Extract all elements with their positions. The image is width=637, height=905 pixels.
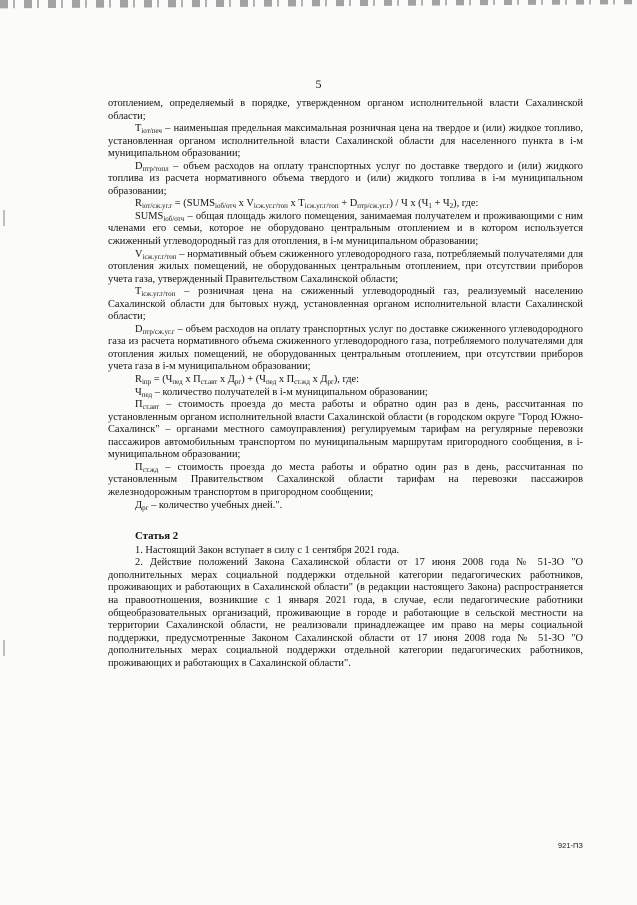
definition-ch-ped [108,387,583,400]
symbol: D [135,323,143,335]
symbol: D [135,160,143,172]
symbol: SUMS [135,210,164,222]
symbol-subscript: птр/топл [142,164,169,173]
definition-text: – количество получателей в i-м муниципальном образовании; [152,386,428,398]
symbol: T [135,286,142,298]
formula-part: х T [287,198,305,210]
article-heading: Статья 2 [135,530,179,543]
formula-subscript: птр/сж.уг.г [357,202,390,211]
definition-text: – объем расходов на оплату транспортных услуг по доставке твердого и (или) жидкого топлива из расчета нормативного объема твердого и (или) жидкого топлива в i-м муниципальном образовании; [108,160,583,197]
definition-p-avt [108,399,583,462]
definition-d-gas [108,324,583,374]
formula-part: = (SUMS [172,198,216,210]
scan-margin-mark [3,640,5,656]
symbol-subscript: птр/сж.уг.г [142,327,175,336]
formula-subscript: іот/сж.уг.г [141,202,173,211]
formula-part: х П [276,374,295,386]
definition-text: – стоимость проезда до места работы и обратно один раз в день, рассчитанная по установленным органом исполнительной власти Сахалинской области (в городском округе "Город Южно-Сахалинск" – органами местного самоуправления) регулируемым тарифам на регулярные перевозки пассажиров автомобильным транспортом по муниципальным маршрутам пригородного сообщения, в i-муниципальном образовании; [108,399,583,461]
article-paragraph: 2. Действие положений Закона Сахалинской области от 17 июня 2008 года № 51-ЗО "О дополнительных мерах социальной поддержки отдельной категории педагогических работников, проживающих и работающих в Сахалинской области" (в редакции настоящего Закона) распространяется на правоотношения, возникшие с 1 января 2021 года, в случае, если педагогические работники общеобразовательных организаций, проживающие в городе и работающие в сельской местности на территории Сахалинской области, не реализовали принадлежащее им право на меры социальной поддержки, предусмотренные Законом Сахалинской области от 17 июня 2008 года № 51-ЗО "О дополнительных мерах социальной поддержки отдельной категории педагогических работников, проживающих и работающих в Сахалинской области". [108,557,583,669]
symbol: T [135,123,142,135]
formula-part: х V [235,198,254,210]
symbol-subscript: ісж.уг.г/топ [141,290,176,299]
symbol-subscript: рг [142,503,149,512]
formula-part: х Д [309,374,328,386]
formula-subscript: 2 [449,202,454,211]
definition-text: – общая площадь жилого помещения, занимаемая получателем и проживающими с ним членами его семьи, которое не оборудовано центральным отоплением и в котором используется сжиженный углеводородный газ для отопления, в i-м муниципальном образовании; [108,210,583,248]
formula-subscript: ісж.уг.г/топ [253,202,288,211]
symbol-subscript: ісж.уг.г/топ [142,252,177,261]
document-footer-code: 921-ПЗ [558,841,583,850]
definition-v-gas [108,249,583,287]
formula-transport [108,374,583,387]
formula-subscript: пед [265,378,277,387]
formula-subscript: пед [172,378,183,387]
formula-part: ) + (Ч [241,374,266,386]
definition-text: – объем расходов на оплату транспортных услуг по доставке сжиженного углеводородного газа из расчета нормативного объема сжиженного углеводородного газа, потребляемого получателями для отопления жилых помещений, не оборудованных центральным отоплением, при отсутствии приборов учета газа в i-м муниципальном образовании; [108,323,583,373]
formula-subscript: 1 [428,202,432,211]
formula-subscript: ст.жд [294,378,310,387]
formula-subscript: рг [327,378,334,387]
definition-d-ptr-topl [108,161,583,199]
scan-margin-mark [3,210,5,226]
symbol: Д [135,499,143,511]
symbol-subscript: ст.жд [142,465,159,474]
definition-text: – наименьшая предельная максимальная розничная цена на твердое и (или) жидкое топливо, установленная органом исполнительной власти Сахалинской области для населенного пункта в i-м муниципальном образовании; [108,123,583,160]
formula-part: + Ч [431,198,450,210]
formula-subscript: рг [234,378,242,387]
formula-subscript: іпр [141,378,152,387]
formula-part: х П [182,374,201,386]
definition-sums [108,211,583,249]
formula-part: ) / Ч х (Ч [389,198,429,210]
formula-part: ), где: [333,374,360,386]
symbol-subscript: пед [141,390,153,399]
formula-part: х Д [217,374,235,386]
definition-t-iot-pech [108,123,583,161]
formula-part: R [135,374,142,386]
formula-part: + D [338,198,358,210]
page-number: 5 [315,77,322,91]
symbol: П [135,399,143,411]
symbol: Ч [135,386,142,398]
formula-part: ), где: [453,198,479,210]
scan-edge-artifact [0,0,637,14]
definition-text: – нормативный объем сжиженного углеводородного газа, потребляемый получателями для отопления жилых помещений, не оборудованных центральным отоплением, при отсутствии приборов учета газа, утвержденный Правительством Сахалинской области; [108,248,583,285]
definition-d-rg [108,500,583,513]
definition-text: – количество учебных дней.". [148,499,283,511]
symbol: П [135,461,143,473]
article-paragraph: 1. Настоящий Закон вступает в силу с 1 сентября 2021 года. [135,544,400,556]
document-body [108,98,583,671]
formula-part: = (Ч [151,374,173,386]
definition-t-gas [108,286,583,324]
formula-subscript: ісж.уг.г/топ [304,202,339,211]
formula-subscript: іоб/отч [215,202,236,211]
definition-p-zhd [108,462,583,500]
formula-subscript: ст.авт [200,378,218,387]
formula-part: R [135,198,142,210]
symbol: V [135,248,143,260]
definition-text: – розничная цена на сжиженный углеводородный газ, реализуемый населению Сахалинской области для бытовых нужд, установленная органом исполнительной власти Сахалинской области; [108,286,583,323]
paragraph: отоплением, определяемый в порядке, утвержденном органом исполнительной власти Сахалинской области; [108,98,583,122]
symbol-subscript: ст.авт [142,403,160,412]
formula-heating-gas [108,198,583,211]
definition-text: – стоимость проезда до места работы и обратно один раз в день, рассчитанная по установленным Правительством Сахалинской области тарифам на перевозки пассажиров железнодорожным транспортом в пригородном сообщении; [108,461,583,498]
symbol-subscript: іот/печ [141,127,162,136]
symbol-subscript: іоб/отч [163,214,185,223]
